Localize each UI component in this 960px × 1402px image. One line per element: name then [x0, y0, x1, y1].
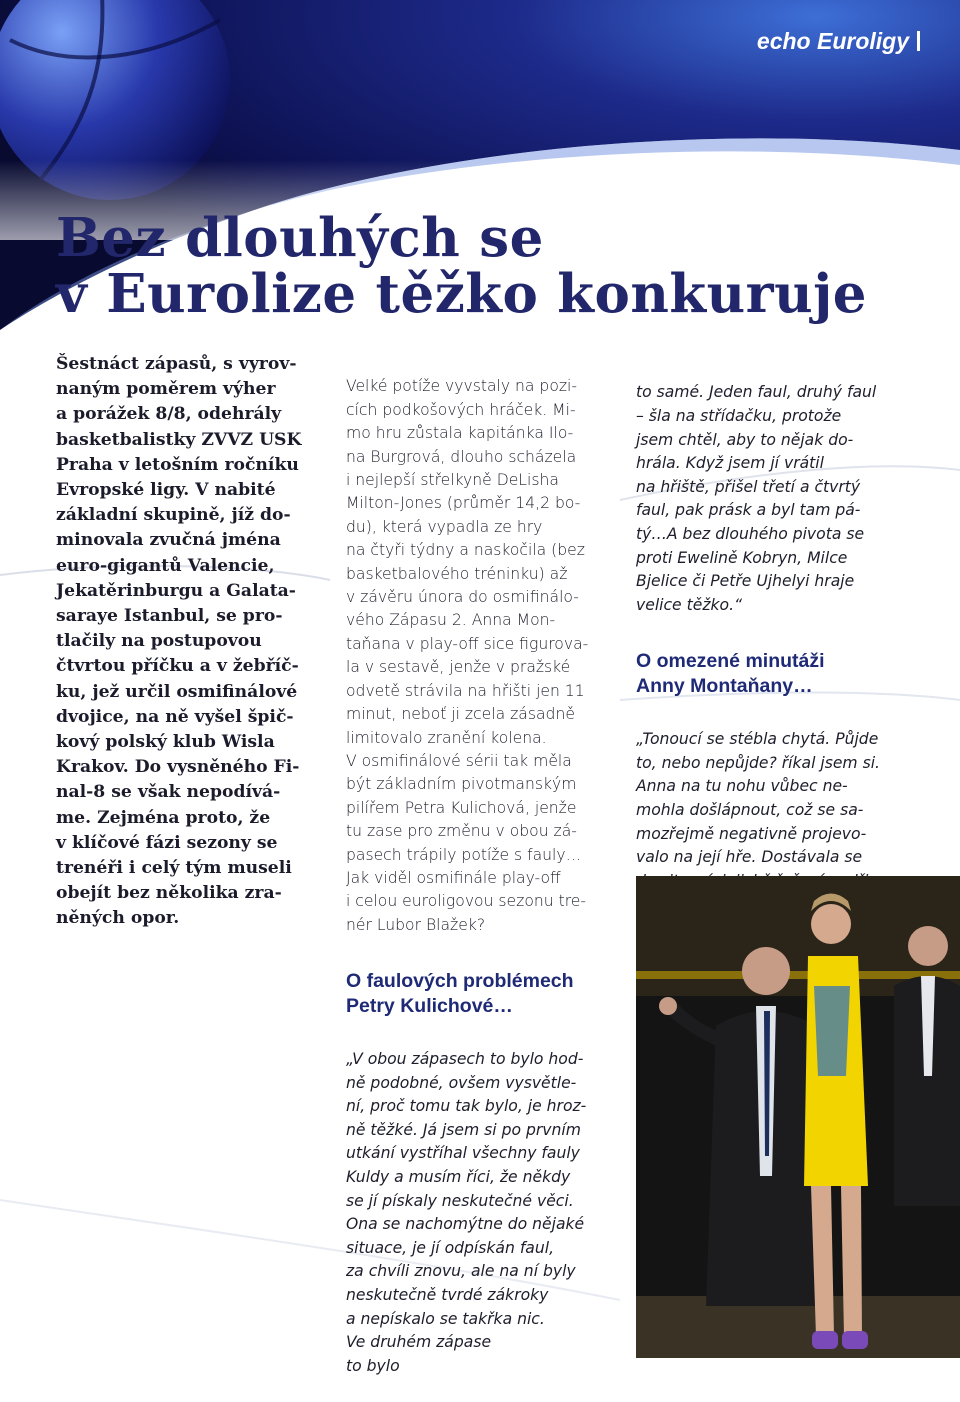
quote-continuation: to samé. Jeden faul, druhý faul – šla na střídačku, protože jsem chtěl, aby to nějak do- hrála. Když jsem jí vrátil na hřiště, přišel třetí a čtvrtý faul, pak prásk a byl tam pá- tý…A bez dlouhého pivota se proti Ewelině Kobryn, Milce Bjelice či Petře Ujhelyi hraje velice těžko.“ — [636, 383, 877, 614]
section-divider — [917, 31, 920, 51]
subheading-kulichova: O faulových problémech Petry Kulichové… — [346, 969, 574, 1017]
title-line-2: v Eurolize těžko konkuruje — [56, 263, 868, 325]
title-line-1: Bez dlouhých se — [56, 207, 544, 269]
column-2-body: Velké potíže vyvstaly na pozi- cích podkošových hráček. Mi- mo hru zůstala kapitánka Ilo- na Burgrová, dlouho scházela i nejlepší střelkyně DeLisha Milton-Jones (průměr 14,2 bo- du), která vypadla ze hry na čtyři týdny a naskočila (bez basketbalového tréninku) až v závěru února do osmifinálo- vého Zápasu 2. Anna Mon- taňana v play-off sice figurova- la v sestavě, jenže v pražské odvetě strávila na hřišti jen 11 minut, neboť ji zcela zásadně limitovalo zranění kolena. V osmifinálové sérii tak měla být základním pivotmanským pilířem Petra Kulichová, jenže tu zase pro změnu v obou zá- pasech trápily potíže s fauly… Jak viděl osmifinále play-off i celou euroligovou sezonu tre- nér Lubor Blažek? — [346, 377, 589, 934]
quote-montanana: „Tonoucí se stébla chytá. Půjde to, nebo nepůjde? říkal jsem si. Anna na tu nohu vůbec ne- mohla došlápnout, což se sa- mozřejmě negativně projevo- valo na její hře. Dostávala se — [636, 730, 880, 867]
subheading-montanana: O omezené minutáži Anny Montaňany… — [636, 649, 825, 697]
lead-paragraph: Šestnáct zápasů, s vyrov- naným poměrem výher a porážek 8/8, odehrály basketbalistky ZVVZ USK Praha v letošním ročníku Evropské ligy. V nabité základní skupině, jíž do- minovala zvučná jména euro-gigantů Valencie, Jekatěrinburgu a Galata- saraye Istanbul, se pro- tlačily na postupovou čtvrtou příčku a v žebříč- ku, jež určil osmifinálové dvojice, na ně vyšel špič- kový polský klub Wisla Krakov. Do vysněného Fi- nal-8 se však nepodívá- me. Zejména proto, že v klíčové fázi sezony se trenéři i celý tým museli obejít bez několika zra- něných opor. — [56, 354, 302, 929]
article-title — [56, 207, 936, 325]
section-label: echo Euroligy — [757, 28, 920, 55]
column-2 — [346, 352, 616, 1402]
coach-player-photo — [636, 876, 960, 1358]
quote-kulichova: „V obou zápasech to bylo hod- ně podobné, ovšem vysvětle- ní, proč tomu tak bylo, je hroz- ně těžké. Já jsem si po prvním utkání vystříhal všechny fauly Kuldy a musím říci, že někdy se jí pískaly neskutečné věci. Ona se nachomýtne do nějaké situace, je jí odpískán faul, za chvíli znovu, ale na ní byly neskutečně tvrdé zákroky a nepískalo se takřka nic. Ve druhém zápase to bylo — [346, 1049, 587, 1375]
column-3 — [636, 358, 916, 964]
